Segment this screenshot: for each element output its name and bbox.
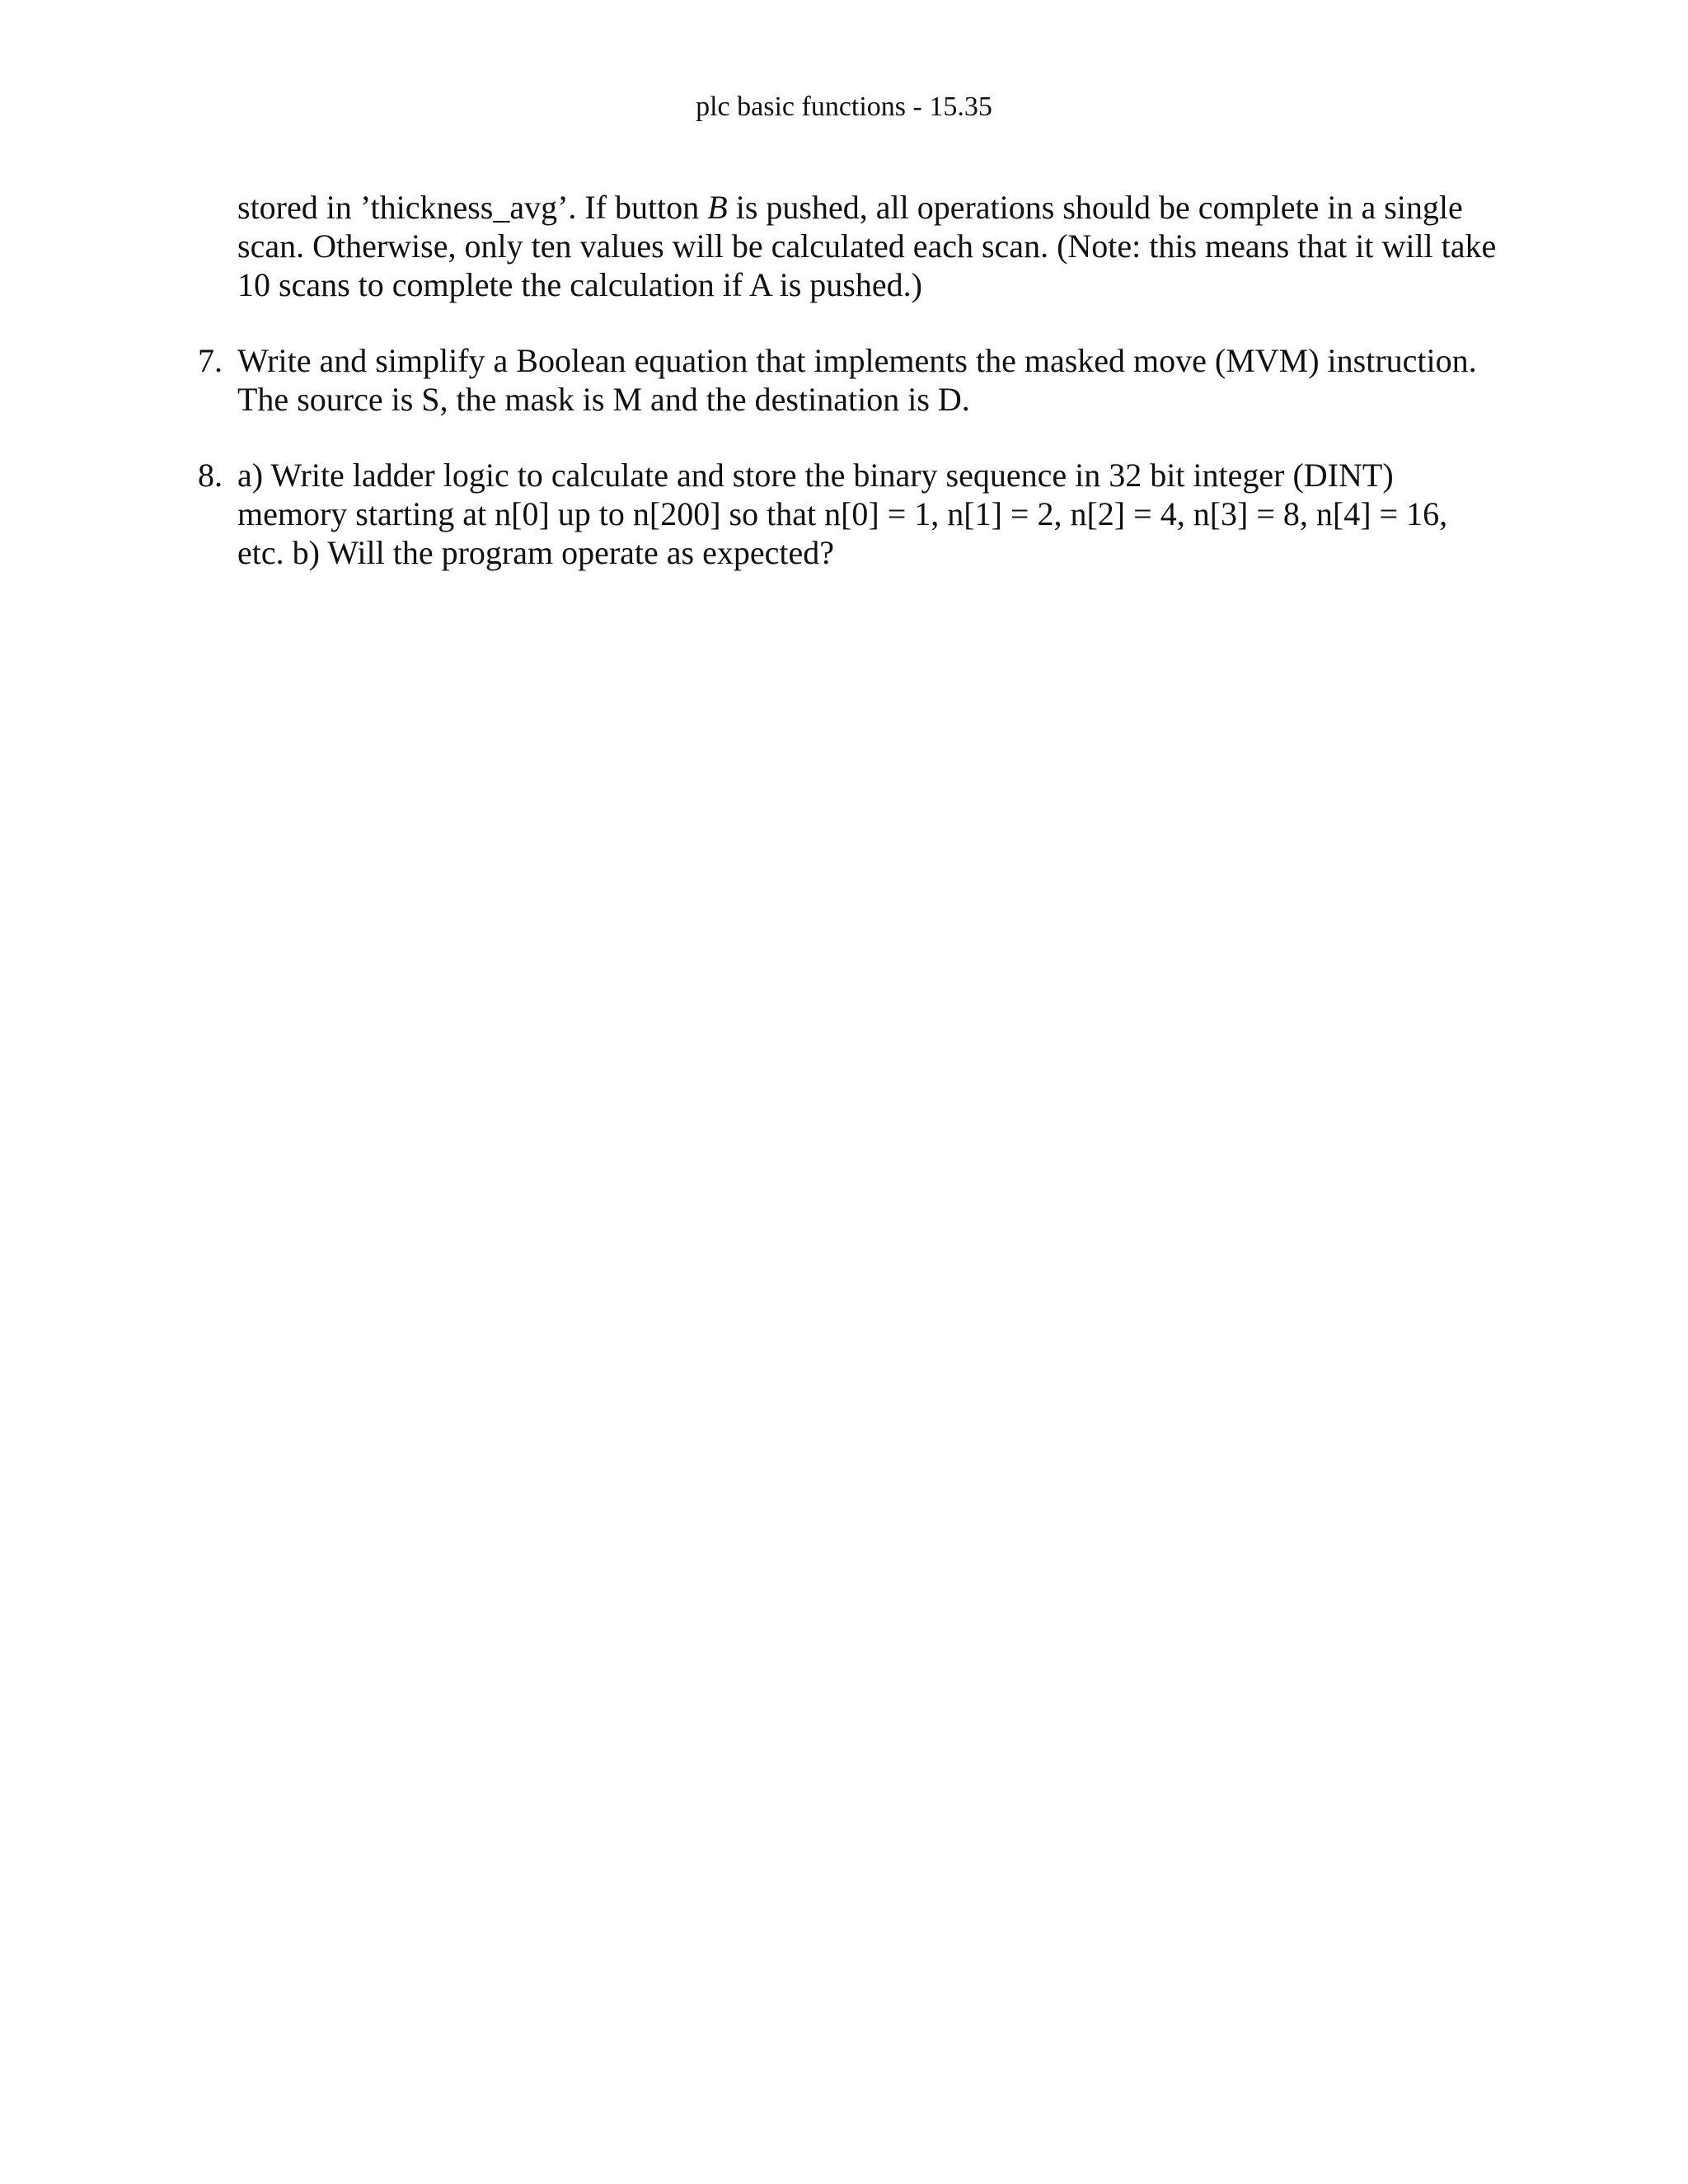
continued-text-part1: stored in ’thickness_avg’. If button: [237, 189, 708, 226]
continued-paragraph: [237, 188, 1500, 304]
page-content: [198, 188, 1500, 572]
question-7: [198, 341, 1500, 419]
question-8-text: a) Write ladder logic to calculate and store the binary sequence in 32 bit integer (DINT) memory starting at n[0] up to n[200] so that n[0] = 1, n[1] = 2, n[2] = 4, n[3] = 8, n[4] = 16, etc. b) Will the program operate as expected?: [237, 457, 1448, 571]
continued-text-part2: is pushed, all operations should be complete in a single scan. Otherwise, only ten values will be calculated each scan. (Note: this means that it will take 10 scans to complete the calculation if A is pushed.): [237, 189, 1497, 303]
button-b-variable: B: [707, 189, 728, 226]
question-7-number: 7.: [198, 342, 223, 379]
running-header: plc basic functions - 15.35: [696, 91, 992, 122]
question-8-number: 8.: [198, 457, 223, 494]
question-7-text: Write and simplify a Boolean equation that implements the masked move (MVM) instruction. The source is S, the mask is M and the destination is D.: [237, 342, 1477, 418]
question-8: [198, 456, 1500, 572]
